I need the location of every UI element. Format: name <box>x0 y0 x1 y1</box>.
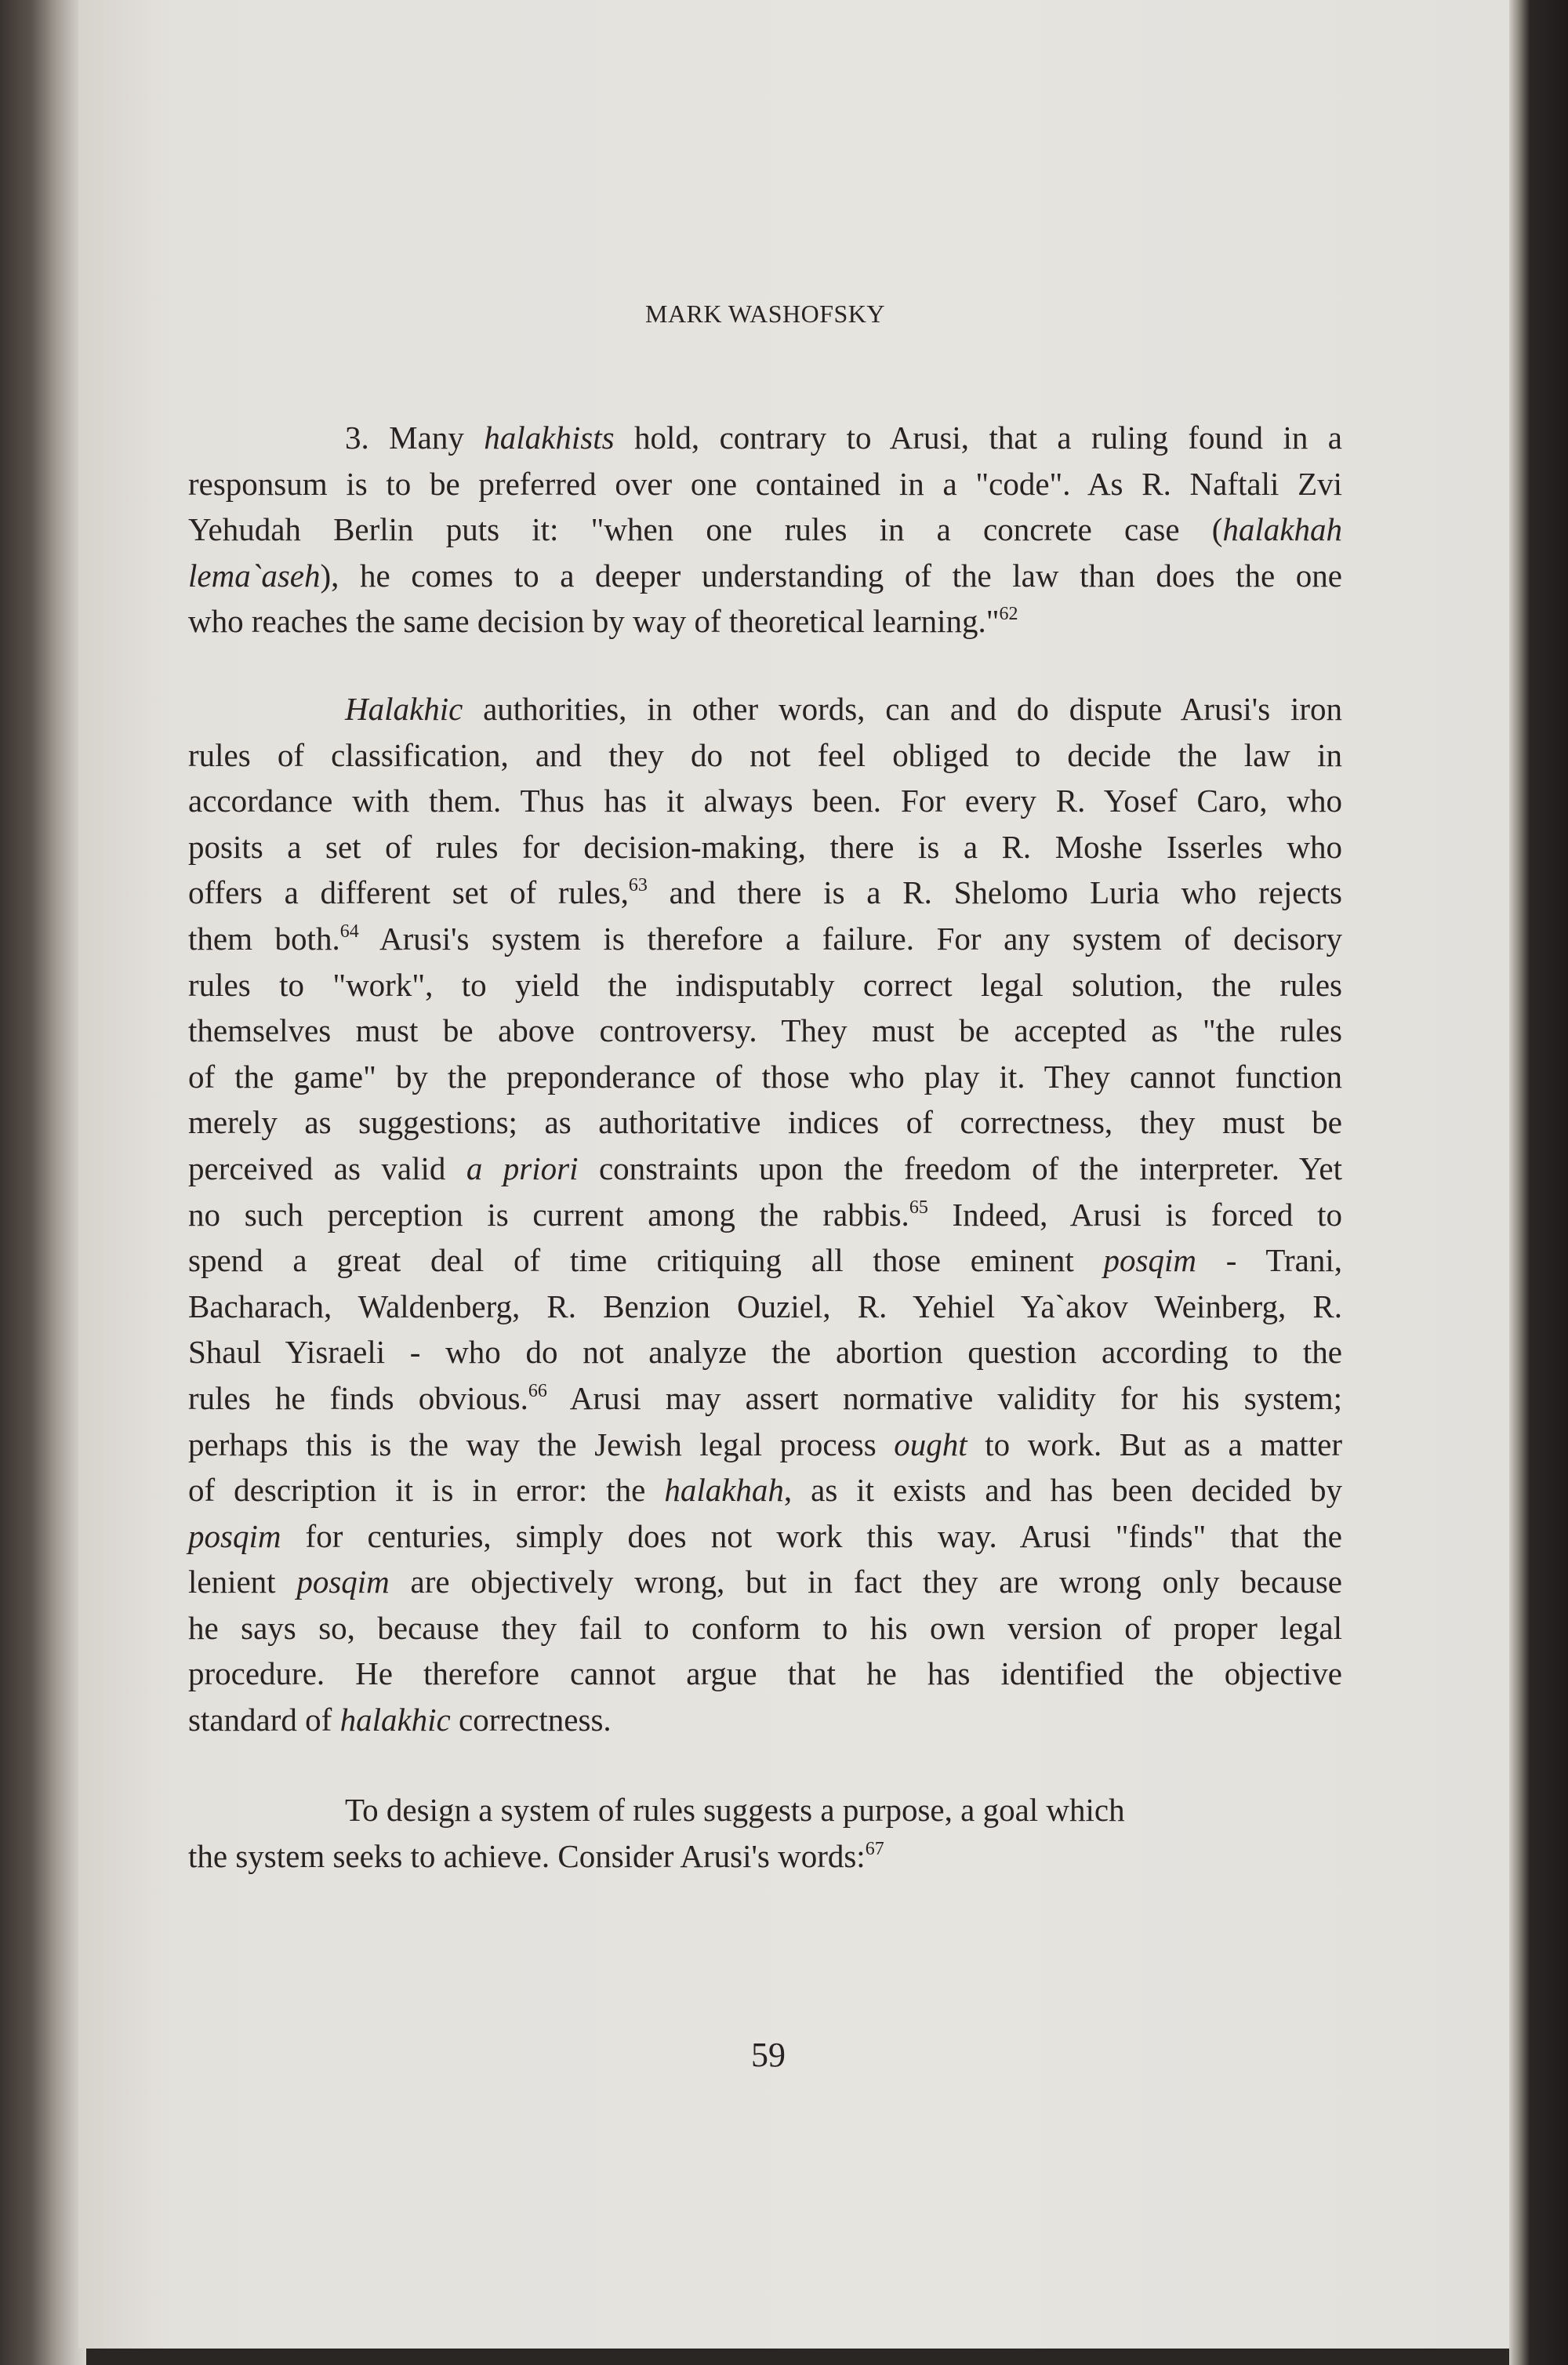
text-segment: rules he finds obvious. <box>188 1379 528 1416</box>
text-segment: ), he comes to a deeper understanding of the law than does the one <box>320 557 1342 594</box>
text-segment: authorities, in other words, can and do dispute Arusi's iron <box>463 691 1342 727</box>
italic-term: Halakhic <box>345 691 463 727</box>
italic-term: halakhic <box>339 1702 451 1738</box>
text-segment: perceived as valid <box>188 1150 466 1186</box>
text-segment: Shaul Yisraeli - who do not analyze the abortion question according to the <box>188 1334 1342 1371</box>
text-segment: rules of classification, and they do not feel obliged to decide the law in <box>188 736 1342 773</box>
book-edge-right <box>1509 0 1568 2365</box>
text-line <box>188 916 1342 962</box>
text-segment: Indeed, Arusi is forced to <box>927 1196 1343 1233</box>
italic-term: lema`aseh <box>188 557 321 594</box>
text-segment: perhaps this is the way the Jewish legal process <box>188 1426 895 1462</box>
text-segment: merely as suggestions; as authoritative indices of correctness, they must be <box>188 1104 1342 1141</box>
footnote-ref: 65 <box>909 1197 928 1218</box>
page-number: 59 <box>751 2036 786 2074</box>
text-line <box>188 1651 1342 1697</box>
text-segment: procedure. He therefore cannot argue that he has identified the objective <box>188 1655 1342 1692</box>
text-line <box>188 598 1342 645</box>
book-gutter-left <box>0 0 86 2365</box>
paragraph-1 <box>188 415 1342 645</box>
text-line <box>188 1237 1342 1284</box>
text-segment: them both. <box>188 920 340 957</box>
text-segment: the system seeks to achieve. Consider Arusi's words: <box>188 1837 866 1874</box>
footnote-ref: 66 <box>528 1380 547 1401</box>
text-line <box>188 1008 1342 1054</box>
text-line <box>188 1422 1342 1468</box>
text-line <box>188 824 1342 870</box>
text-line <box>188 1146 1342 1192</box>
text-line <box>188 461 1342 507</box>
italic-term: halakhists <box>484 420 615 456</box>
text-segment: offers a different set of rules, <box>188 874 629 911</box>
text-line <box>188 1375 1342 1422</box>
italic-term: posqim <box>1103 1242 1196 1279</box>
text-line <box>188 1787 1342 1833</box>
text-line <box>188 1054 1342 1100</box>
text-line <box>188 1192 1342 1238</box>
text-segment: to work. But as a matter <box>967 1426 1342 1462</box>
italic-term: halakhah <box>1222 511 1342 548</box>
text-segment: Yehudah Berlin puts it: "when one rules in a concrete case ( <box>188 511 1223 548</box>
text-line <box>188 415 1342 461</box>
footnote-ref: 62 <box>999 604 1018 625</box>
text-line <box>188 962 1342 1008</box>
paragraph-3 <box>188 1787 1342 1879</box>
text-line <box>188 1605 1342 1651</box>
italic-term: posqim <box>188 1517 281 1554</box>
text-segment: of the game" by the preponderance of those who play it. They cannot function <box>188 1058 1342 1095</box>
text-segment: To design a system of rules suggests a purpose, a goal which <box>345 1792 1125 1828</box>
text-line <box>188 1513 1342 1560</box>
footnote-ref: 64 <box>339 921 359 942</box>
text-line <box>188 1329 1342 1375</box>
text-segment: responsum is to be preferred over one contained in a "code". As R. Naftali Zvi <box>188 465 1342 502</box>
text-segment: are objectively wrong, but in fact they are wrong only because <box>389 1564 1342 1600</box>
text-segment: themselves must be above controversy. They must be accepted as "the rules <box>188 1012 1342 1049</box>
text-line <box>188 1467 1342 1513</box>
text-segment: of description it is in error: the <box>188 1472 665 1509</box>
text-segment: he says so, because they fail to conform to his own version of proper legal <box>188 1609 1342 1646</box>
text-segment: Bacharach, Waldenberg, R. Benzion Ouziel, R. Yehiel Ya`akov Weinberg, R. <box>188 1288 1342 1324</box>
italic-term: ought <box>894 1426 967 1462</box>
text-line <box>188 732 1342 779</box>
paragraph-2 <box>188 686 1342 1743</box>
text-segment: Arusi may assert normative validity for his system; <box>546 1379 1342 1416</box>
text-line <box>188 1833 1342 1880</box>
text-segment: posits a set of rules for decision-making, there is a R. Moshe Isserles who <box>188 828 1342 865</box>
text-segment: hold, contrary to Arusi, that a ruling found in a <box>614 420 1343 456</box>
text-segment: correctness. <box>450 1702 612 1738</box>
text-line <box>188 778 1342 824</box>
footnote-ref: 63 <box>628 875 648 896</box>
footnote-ref: 67 <box>865 1838 884 1859</box>
text-segment: lenient <box>188 1564 297 1600</box>
text-segment: standard of <box>188 1702 340 1738</box>
text-segment: - Trani, <box>1196 1242 1342 1279</box>
text-segment: no such perception is current among the rabbis. <box>188 1196 909 1233</box>
text-line <box>188 553 1342 599</box>
text-segment: rules to "work", to yield the indisputably correct legal solution, the rules <box>188 966 1342 1003</box>
text-line <box>188 1099 1342 1146</box>
text-segment: and there is a R. Shelomo Luria who rejects <box>647 874 1342 911</box>
text-line <box>188 870 1342 916</box>
text-line <box>188 1559 1342 1605</box>
text-line <box>188 686 1342 732</box>
text-segment: constraints upon the freedom of the interpreter. Yet <box>578 1150 1342 1186</box>
text-segment: spend a great deal of time critiquing all those eminent <box>188 1242 1104 1279</box>
text-line <box>188 1697 1342 1743</box>
italic-term: posqim <box>296 1564 390 1600</box>
italic-term: a priori <box>466 1150 579 1186</box>
text-segment: Arusi's system is therefore a failure. For any system of decisory <box>358 920 1342 957</box>
running-head: MARK WASHOFSKY <box>644 300 886 328</box>
text-segment: , as it exists and has been decided by <box>783 1472 1342 1509</box>
text-segment: 3. Many <box>345 420 485 456</box>
text-line <box>188 1284 1342 1330</box>
text-segment: who reaches the same decision by way of theoretical learning." <box>188 603 1000 640</box>
text-segment: for centuries, simply does not work this way. Arusi "finds" that the <box>281 1517 1342 1554</box>
text-segment: accordance with them. Thus has it always been. For every R. Yosef Caro, who <box>188 783 1342 819</box>
text-line <box>188 507 1342 553</box>
italic-term: halakhah <box>664 1472 784 1509</box>
